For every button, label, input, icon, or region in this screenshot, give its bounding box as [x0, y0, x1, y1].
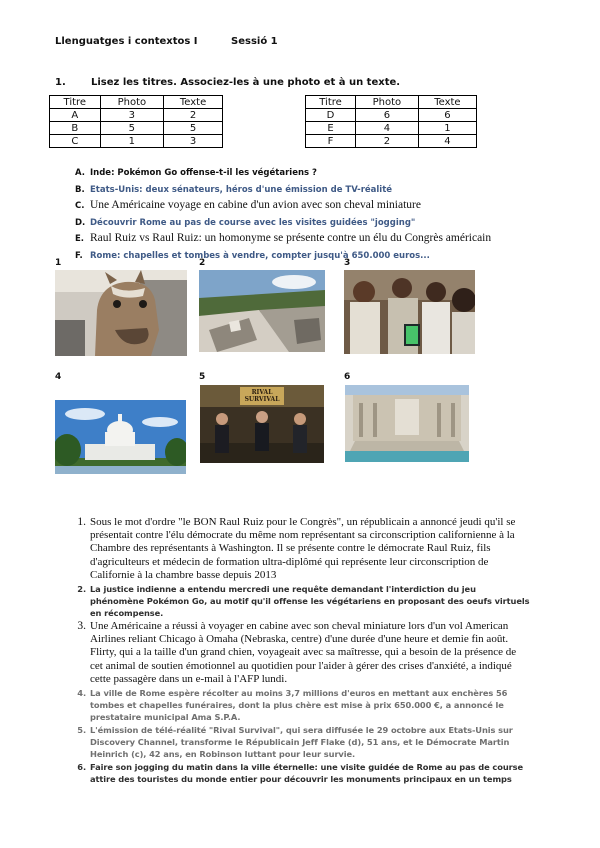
table-row [306, 122, 477, 135]
title-item [75, 230, 491, 247]
text-number: 4. [77, 688, 86, 699]
text-number: 3. [77, 620, 86, 633]
photo-number: 2 [199, 258, 206, 268]
table-cell: 2 [356, 135, 419, 148]
photo-horse-cabin [55, 270, 187, 356]
table-row [50, 122, 223, 135]
exercise-number: 1. [55, 77, 66, 88]
title-text: Une Américaine voyage en cabine d'un avion avec son cheval miniature [90, 199, 421, 211]
text-body: La ville de Rome espère récolter au moins 3,7 millions d'euros en mettant aux enchères 56 tombes et chapelles funéraires, dont la plus chère est mise à prix 650.000 €, a annoncé le prestataire municipal Ama S.P.A. [90, 688, 508, 723]
table-cell: 5 [100, 122, 163, 135]
text-item [70, 583, 530, 619]
text-item [70, 761, 530, 785]
title-text: Etats-Unis: deux sénateurs, héros d'une émission de TV-réalité [90, 184, 393, 195]
photo-pokemon-players [344, 270, 475, 354]
title-letter: B. [75, 184, 85, 195]
table-cell: 3 [100, 109, 163, 122]
column-header: Titre [306, 96, 356, 109]
title-item [75, 214, 491, 231]
table-cell: 4 [356, 122, 419, 135]
exercise-instruction [55, 77, 400, 88]
table-cell: E [306, 122, 356, 135]
title-item [75, 164, 491, 181]
title-letter: D. [75, 217, 86, 228]
table-cell: 1 [100, 135, 163, 148]
table-cell: C [50, 135, 101, 148]
answer-table-left [49, 95, 223, 148]
title-text: Raul Ruiz vs Raul Ruiz: un homonyme se présente contre un élu du Congrès américain [90, 232, 492, 244]
table-cell: 6 [418, 109, 476, 122]
photo-rival-survival [200, 385, 324, 463]
title-letter: C. [75, 201, 85, 211]
title-letter: E. [75, 234, 85, 244]
column-header: Photo [100, 96, 163, 109]
table-cell: 3 [164, 135, 223, 148]
text-body: Sous le mot d'ordre "le BON Raul Ruiz pour le Congrès", un républicain a annoncé jeudi qu'il se présentait contre l'élu démocrate du même nom représentant sa circonscription californienne à la Chambre des représentants à Washington. Il se présente contre le démocrate Raul Ruiz, fils d'agriculteurs et médecin de formation ultra-diplômé qui représente leur circonscription de Californie à la chambre basse depuis 2013 [90, 516, 516, 581]
table-row [50, 109, 223, 122]
title-list [75, 164, 491, 263]
title-item [75, 247, 491, 264]
column-header: Photo [356, 96, 419, 109]
photo-number: 1 [55, 258, 62, 268]
photo-us-capitol [55, 400, 186, 474]
text-item [70, 620, 530, 686]
table-cell: F [306, 135, 356, 148]
text-body: L'émission de télé-réalité "Rival Survival", qui sera diffusée le 29 octobre aux Etats-Unis sur Discovery Channel, transforme le Républicain Jeff Flake (d), 51 ans, et le Démocrate Martin Heinrich (c), 42 ans, en Robinson luttant pour leur survie. [90, 725, 513, 760]
document-header [55, 36, 278, 47]
answer-table-right [305, 95, 477, 148]
text-body: Faire son jogging du matin dans la ville éternelle: une visite guidée de Rome au pas de course attire des touristes du monde entier pour découvrir les monuments principaux en un temps [90, 762, 523, 785]
tv-show-sign: RIVAL SURVIVAL [244, 389, 280, 403]
column-header: Texte [418, 96, 476, 109]
title-text: Rome: chapelles et tombes à vendre, compter jusqu'à 650.000 euros... [90, 250, 430, 261]
table-cell: B [50, 122, 101, 135]
table-cell: 1 [418, 122, 476, 135]
column-header: Texte [164, 96, 223, 109]
table-header-row [50, 96, 223, 109]
photo-rome-tombs [199, 270, 325, 352]
title-item [75, 181, 491, 198]
photo-number: 6 [344, 372, 351, 382]
table-row [50, 135, 223, 148]
photo-rome-fountain [345, 385, 469, 462]
instruction-text: Lisez les titres. Associez-les à une photo et à un texte. [91, 77, 401, 88]
text-body: La justice indienne a entendu mercredi une requête demandant l'interdiction du jeu phénomène Pokémon Go, au motif qu'il offense les végétariens en proposant des oeufs virtuels en récompense. [90, 584, 530, 619]
title-text: Découvrir Rome au pas de course avec les visites guidées "jogging" [90, 217, 416, 228]
text-number: 2. [77, 584, 86, 595]
table-cell: 2 [164, 109, 223, 122]
table-cell: D [306, 109, 356, 122]
text-item [70, 687, 530, 723]
session-label: Sessió 1 [231, 36, 278, 47]
table-row [306, 109, 477, 122]
title-letter: F. [75, 250, 83, 261]
photo-number: 5 [199, 372, 206, 382]
table-header-row [306, 96, 477, 109]
text-number: 6. [77, 762, 86, 773]
text-list [70, 516, 530, 786]
photo-number: 3 [344, 258, 351, 268]
column-header: Titre [50, 96, 101, 109]
text-item [70, 516, 530, 582]
course-title: Llenguatges i contextos I [55, 36, 198, 47]
table-cell: 6 [356, 109, 419, 122]
text-number: 5. [77, 725, 86, 736]
text-number: 1. [77, 516, 86, 528]
table-row [306, 135, 477, 148]
title-letter: A. [75, 168, 85, 178]
table-cell: A [50, 109, 101, 122]
text-body: Une Américaine a réussi à voyager en cabine avec son cheval miniature lors d'un vol American Airlines reliant Chicago à Omaha (Nebraska, centre) d'une durée d'une heure et demie fin août. Flirty, qui a la taille d'un grand chien, voyageait avec sa maîtresse, qui a besoin de la présence de cet animal de soutien émotionnel au quotidien pour l'aider à gérer des crises d'anxiété, a indiqué cette passagère dans un e-mail à l'AFP lundi. [90, 620, 517, 685]
table-cell: 4 [418, 135, 476, 148]
title-text: Inde: Pokémon Go offense-t-il les végétariens ? [90, 168, 317, 178]
photo-number: 4 [55, 372, 62, 382]
table-cell: 5 [164, 122, 223, 135]
title-item [75, 197, 491, 214]
text-item [70, 724, 530, 760]
